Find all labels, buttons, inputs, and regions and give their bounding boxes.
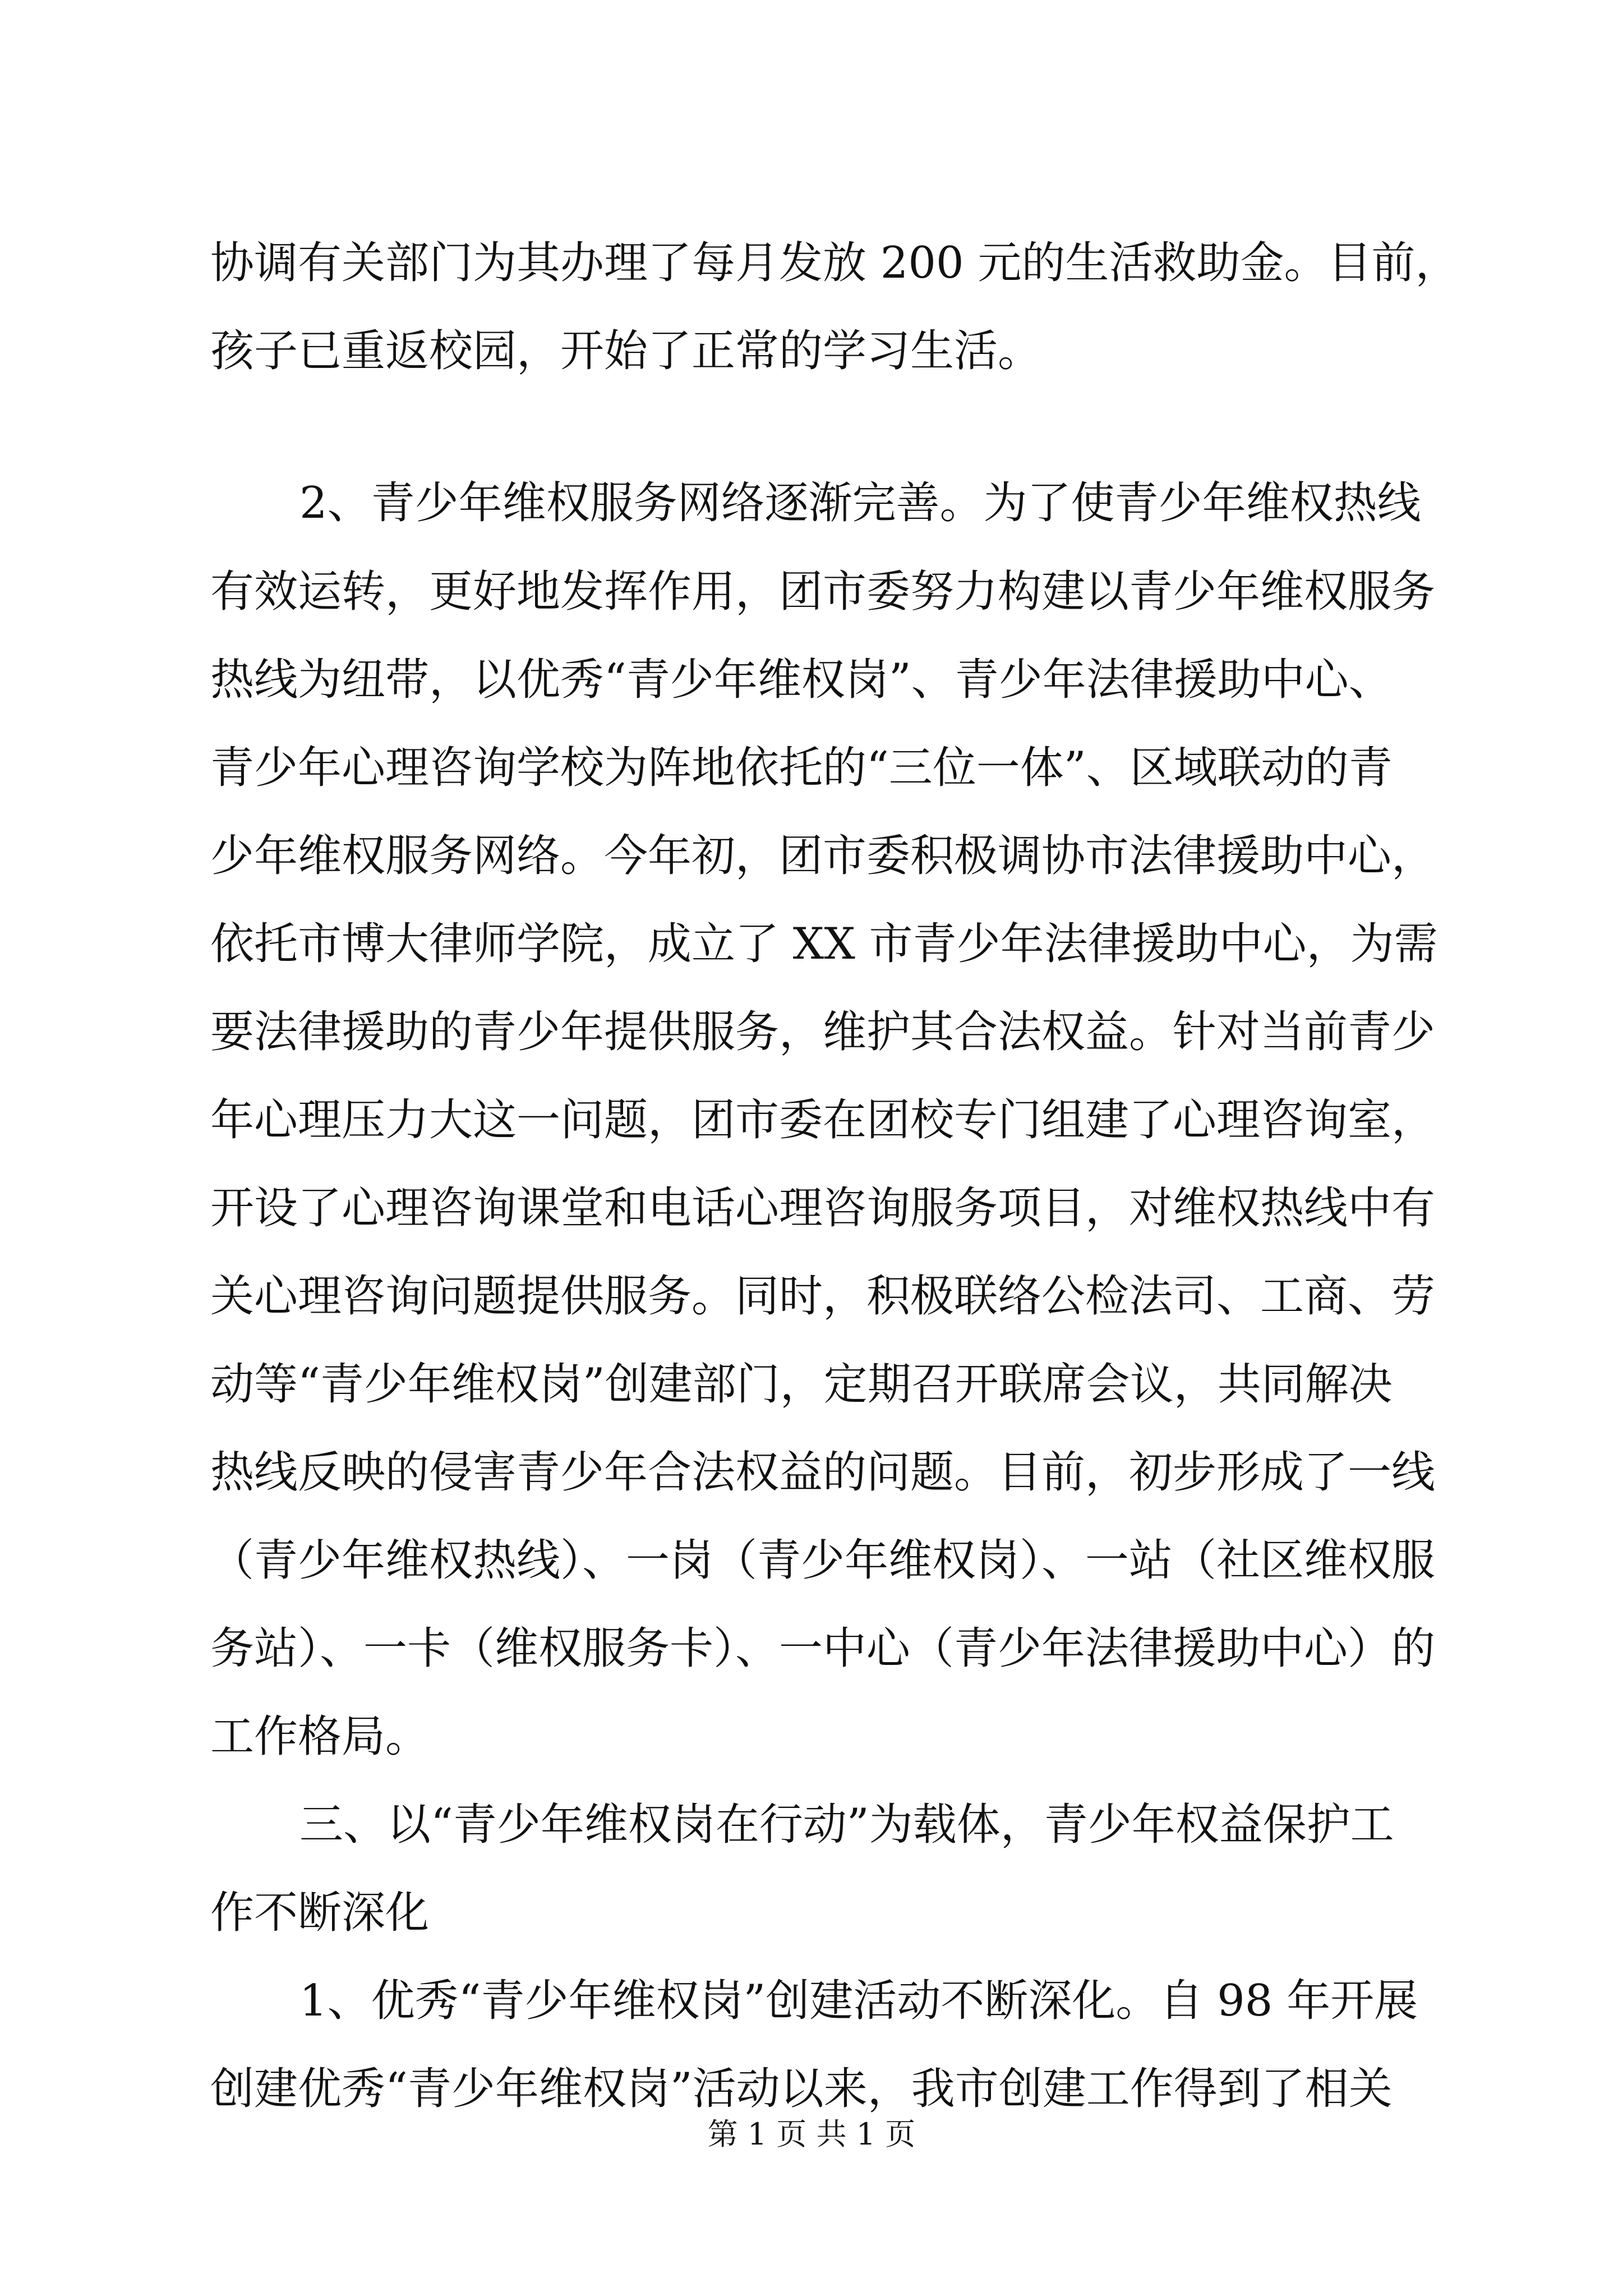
text-line: 热线反映的侵害青少年合法权益的问题。目前，初步形成了一线 bbox=[210, 1447, 1436, 1498]
text-line: 创建优秀“青少年维权岗”活动以来，我市创建工作得到了相关 bbox=[210, 2064, 1393, 2114]
text-line: 开设了心理咨询课堂和电话心理咨询服务项目，对维权热线中有 bbox=[210, 1183, 1436, 1234]
text-line: 工作格局。 bbox=[210, 1711, 430, 1762]
paragraph-start: 1、优秀“青少年维权岗”创建活动不断深化。自 98 年开展 bbox=[299, 1976, 1418, 2026]
text-line: 要法律援助的青少年提供服务，维护其合法权益。针对当前青少 bbox=[210, 1007, 1436, 1057]
text-line: 依托市博大律师学院，成立了 XX 市青少年法律援助中心，为需 bbox=[210, 919, 1438, 969]
text-line: 孩子已重返校园，开始了正常的学习生活。 bbox=[210, 326, 1042, 376]
text-line: 少年维权服务网络。今年初，团市委积极调协市法律援助中心， bbox=[210, 831, 1436, 881]
text-line: 有效运转，更好地发挥作用，团市委努力构建以青少年维权服务 bbox=[210, 567, 1436, 617]
text-line: 动等“青少年维权岗”创建部门，定期召开联席会议，共同解决 bbox=[210, 1359, 1393, 1410]
text-line: 热线为纽带，以优秀“青少年维权岗”、青少年法律援助中心、 bbox=[210, 655, 1393, 705]
section-heading: 三、以“青少年维权岗在行动”为载体，青少年权益保护工 bbox=[299, 1800, 1394, 1850]
text-line: 年心理压力大这一问题，团市委在团校专门组建了心理咨询室， bbox=[210, 1095, 1436, 1145]
section-heading-continued: 作不断深化 bbox=[210, 1888, 430, 1938]
text-line: 关心理咨询问题提供服务。同时，积极联络公检法司、工商、劳 bbox=[210, 1271, 1436, 1322]
text-line: 协调有关部门为其办理了每月发放 200 元的生活救助金。目前， bbox=[210, 238, 1459, 288]
text-line: 青少年心理咨询学校为阵地依托的“三位一体”、区域联动的青 bbox=[210, 743, 1393, 793]
paragraph-start: 2、青少年维权服务网络逐渐完善。为了使青少年维权热线 bbox=[299, 478, 1421, 528]
text-line: （青少年维权热线）、一岗（青少年维权岗）、一站（社区维权服 bbox=[210, 1535, 1436, 1586]
text-line: 务站）、一卡（维权服务卡）、一中心（青少年法律援助中心）的 bbox=[210, 1623, 1436, 1674]
page-footer: 第 1 页 共 1 页 bbox=[707, 2116, 916, 2152]
